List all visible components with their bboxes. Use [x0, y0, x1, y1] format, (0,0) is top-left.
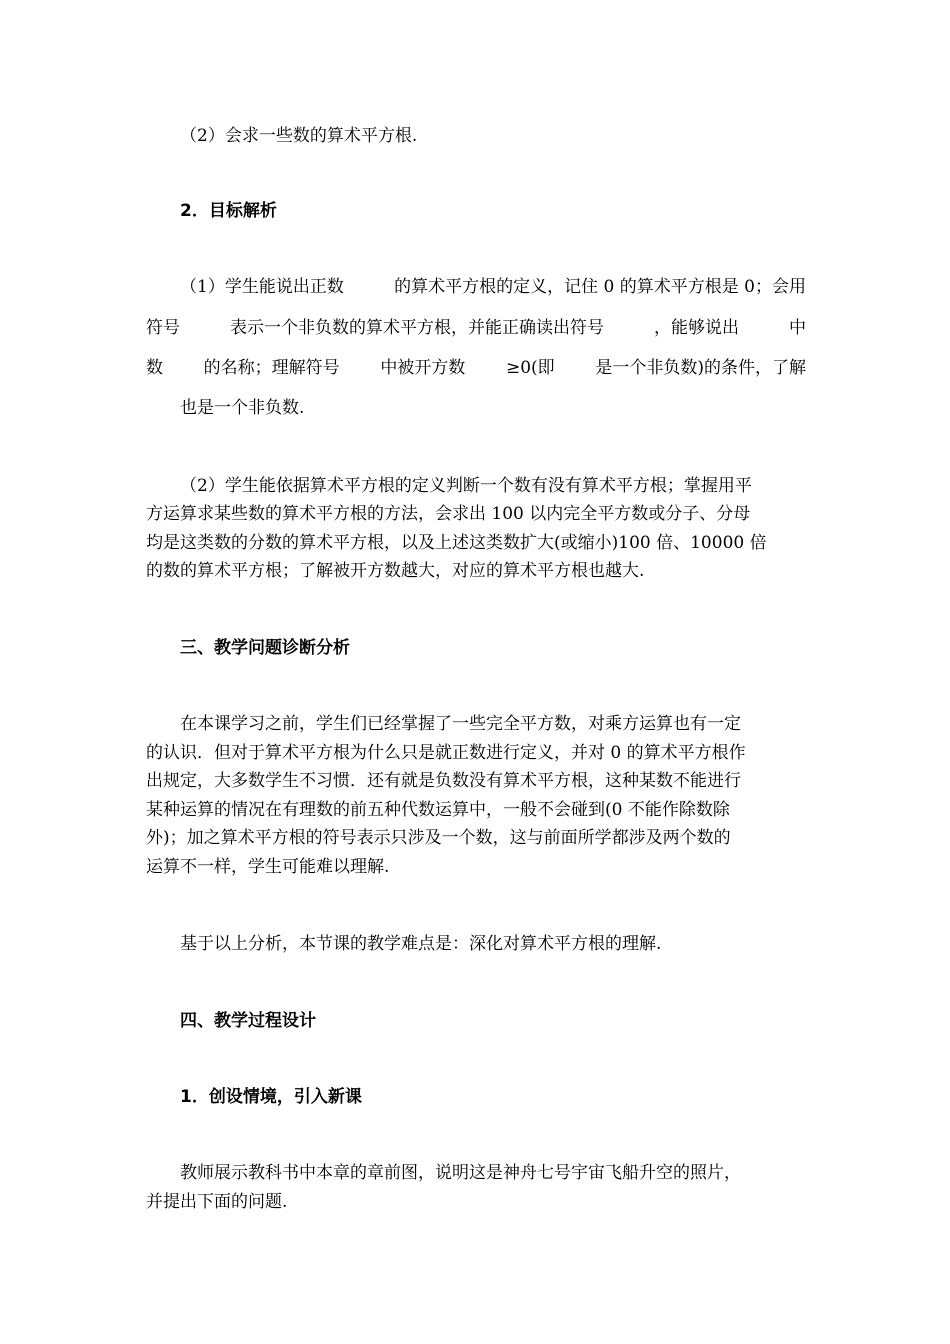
goal-analysis-para2-line1: （2）学生能依据算术平方根的定义判断一个数有没有算术平方根；掌握用平	[180, 476, 752, 496]
section-goal-analysis-title: 2．目标解析	[180, 201, 277, 221]
text-segment: 中	[789, 318, 806, 338]
goal-analysis-para2-line2: 方运算求某些数的算术平方根的方法，会求出 100 以内完全平方数或分子、分母	[146, 504, 751, 524]
text-segment: 是一个非负数)的条件，了解	[595, 358, 806, 378]
process-para-line2: 并提出下面的问题.	[146, 1192, 288, 1212]
diagnosis-para2: 基于以上分析，本节课的教学难点是：深化对算术平方根的理解.	[180, 934, 662, 954]
goal-analysis-para1-line1	[146, 275, 806, 299]
text-segment: 表示一个非负数的算术平方根，并能正确读出符号	[230, 318, 604, 338]
goal-analysis-para1-line3	[146, 356, 806, 380]
text-segment: ，能够说出	[654, 318, 739, 338]
diagnosis-para1-line4: 某种运算的情况在有理数的前五种代数运算中，一般不会碰到(0 不能作除数除	[146, 800, 730, 820]
text-segment: 中被开方数	[380, 358, 466, 378]
goal-analysis-para1-line4: 也是一个非负数.	[180, 398, 305, 418]
diagnosis-para1-line5: 外)；加之算术平方根的符号表示只涉及一个数，这与前面所学都涉及两个数的	[146, 828, 731, 848]
text-segment: 的算术平方根的定义，记住 0 的算术平方根是 0；会用	[394, 277, 806, 297]
diagnosis-para1-line6: 运算不一样，学生可能难以理解.	[146, 857, 390, 877]
section-process-subtitle: 1．创设情境，引入新课	[180, 1087, 362, 1107]
goal-item-2: （2）会求一些数的算术平方根.	[180, 126, 418, 146]
section-diagnosis-title: 三、教学问题诊断分析	[180, 638, 350, 658]
diagnosis-para1-line2: 的认识．但对于算术平方根为什么只是就正数进行定义，并对 0 的算术平方根作	[146, 743, 746, 763]
text-segment: 的名称；理解符号	[203, 358, 340, 378]
text-segment: 符号	[146, 318, 180, 338]
diagnosis-para1-line3: 出规定，大多数学生不习惯．还有就是负数没有算术平方根，这种某数不能进行	[146, 771, 741, 791]
diagnosis-para1-line1: 在本课学习之前，学生们已经掌握了一些完全平方数，对乘方运算也有一定	[180, 714, 741, 734]
goal-analysis-para1-line2	[146, 316, 806, 340]
text-segment: ≥0(即	[505, 358, 555, 378]
goal-analysis-para2-line3: 均是这类数的分数的算术平方根，以及上述这类数扩大(或缩小)100 倍、10000 倍	[146, 533, 767, 553]
text-segment: （1）学生能说出正数	[180, 277, 344, 297]
goal-analysis-para2-line4: 的数的算术平方根；了解被开方数越大，对应的算术平方根也越大.	[146, 561, 645, 581]
text-segment: 数	[146, 358, 163, 378]
section-process-title: 四、教学过程设计	[180, 1011, 316, 1031]
process-para-line1: 教师展示教科书中本章的章前图，说明这是神舟七号宇宙飞船升空的照片，	[180, 1163, 741, 1183]
